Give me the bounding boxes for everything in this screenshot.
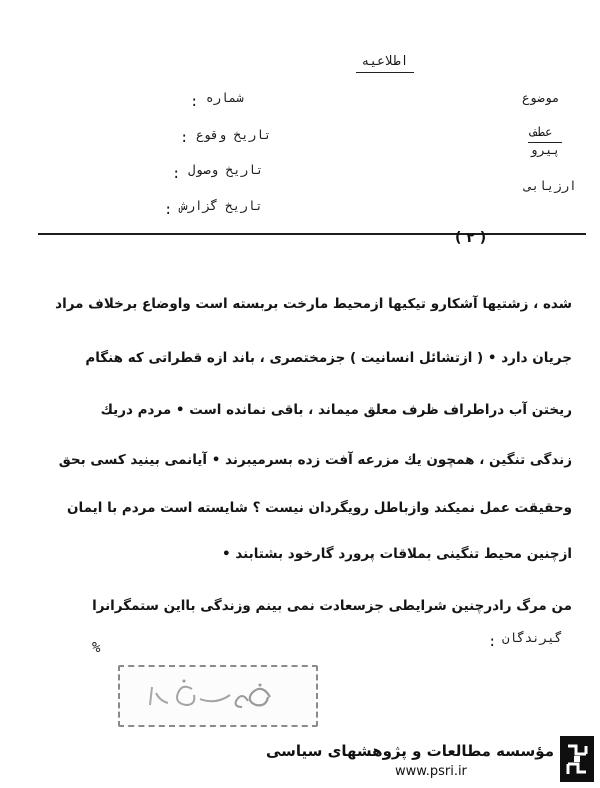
field-occurrence-date-label: تاریخ وقوع xyxy=(196,127,272,142)
body-line-7: من مرگ رادرچنین شرایطی جزسعادت نمی بینم وزندگی بااین ستمگرانرا xyxy=(92,598,572,614)
margin-mark: % xyxy=(92,640,101,656)
handwritten-stamp-icon xyxy=(118,665,318,727)
field-occurrence-date-colon: : xyxy=(180,130,189,146)
title-underline xyxy=(356,72,414,73)
field-evaluation-label: ارزیابی xyxy=(524,178,577,193)
field-subject-label: موضوع xyxy=(522,90,560,105)
body-line-1: شده ، زشتیها آشکارو تیکیها ازمحیط مارخت بربسته است واوضاع برخلاف مراد xyxy=(55,296,572,312)
recipients-label: گیرندگان xyxy=(502,630,563,645)
field-reference-label: عطف xyxy=(530,124,553,139)
header-separator xyxy=(38,233,586,235)
psri-logo-icon xyxy=(560,736,594,782)
field-number-label: شماره xyxy=(206,90,244,105)
footer xyxy=(265,730,600,788)
body-line-6: ازچنین محیط تنگینی بملاقات پرورد گارخود بشتابند • xyxy=(222,546,572,562)
field-report-date-colon: : xyxy=(164,202,173,218)
page-number: ( ۲ ) xyxy=(455,230,487,246)
body-line-2: جریان دارد • ( ازتشائل انسانیت ) جزمختصری ، باند ازه قطراتی که هنگام xyxy=(85,350,572,366)
institute-url[interactable]: www.psri.ir xyxy=(395,764,467,779)
field-receipt-date-colon: : xyxy=(172,166,181,182)
field-receipt-date-label: تاریخ وصول xyxy=(188,162,264,177)
body-line-5: وحقیقت عمل نمیکند وازباطل رویگردان نیست ؟ شایسته است مردم با ایمان xyxy=(67,500,572,516)
recipients-colon: : xyxy=(488,634,497,650)
body-line-4: زندگی تنگین ، همچون یك مزرعه آفت زده بسرمیبرند • آیانمی بینید کسی بحق xyxy=(58,452,572,468)
field-number-colon: : xyxy=(190,94,199,110)
body-line-3: ریختن آب دراطراف ظرف معلق میماند ، باقی نمانده است • مردم دریك xyxy=(100,402,572,418)
institute-name: مؤسسه مطالعات و پژوهشهای سیاسی xyxy=(265,742,554,760)
field-report-date-label: تاریخ گزارش xyxy=(180,198,263,213)
document-title: اطلاعیه xyxy=(361,54,409,69)
field-followup-label: پیرو xyxy=(530,142,561,157)
